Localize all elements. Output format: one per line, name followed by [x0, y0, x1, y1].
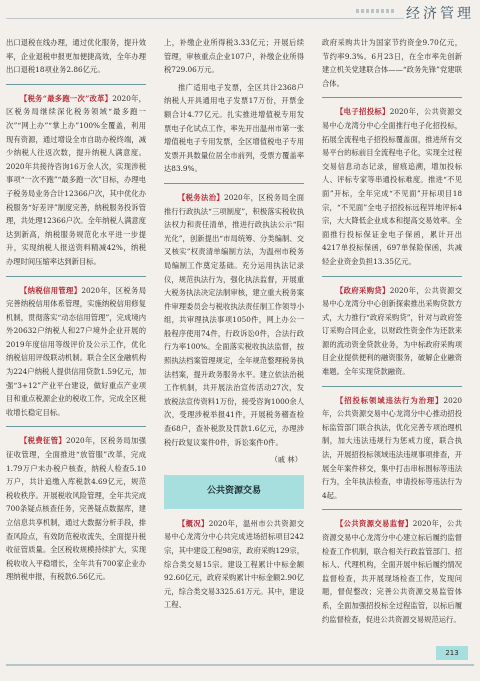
column-left — [6, 36, 146, 588]
article-supervision — [322, 517, 462, 626]
section-title: 经济管理 — [406, 6, 474, 22]
article-body: 2020年，区税务局继续深化税务领域“最多跑一次”“网上办”“掌上办”100%全覆盖，利用现有资源，通过增设全市自助办税终端，减少纳税人往返次数，提升纳税人满意度。2020年共接待咨询16万余人次，实现涉税事项“一次不跑”“最多跑一次”目标，办理电子税务局业务合计12366户次，其中优化办税服务“好差评”制度完善，纳税服务投诉管理，共处理12366户次。全年纳税人满意度达到新高，纳税服务规范化水平进一步提升，实现纳税人报送资料精减42%，纳税办理时间压缩率达到新目标。 — [6, 93, 146, 266]
article-e-bidding — [322, 105, 462, 268]
divider — [6, 276, 146, 277]
divider — [164, 183, 304, 184]
article-heading: 【概况】 — [178, 518, 209, 528]
article-heading: 【电子招投标】 — [336, 107, 390, 117]
article-body: 2020年，公共资源交易中心龙湾分中心建立标后履约监督检查工作机制，联合相关行政监管部门、招标人、代理机构，全面开展中标后履约情况监督检查，共开展现场检查工作，发现问题，督促整改；完善公共资源交易监管体系，全面加强招投标全过程监管，以标后履约监督检查，促进公共资源交易规范运行。 — [322, 519, 462, 624]
article-heading: 【公共资源交易监督】 — [336, 519, 413, 529]
article-tax-collection — [6, 434, 146, 584]
article-body: 2020年，公共资源交易中心龙湾分中心创新探索推出采购贷款方式，大力推行“政府采购贷”，针对与政府签订采购合同企业，以财政性资金作为还款来源的流动资金贷款业务，为中标政府采购项目企业提供便利的融资服务，破解企业融资难题。全年实现贷款融资。 — [322, 285, 462, 377]
paragraph: 出口退税在线办理，通过优化服务，提升效率，企业退税申报更加便捷高效，全年办理出口退税18项业务2.86亿元。 — [6, 38, 146, 75]
divider — [322, 509, 462, 510]
article-body: 2020年，温州市公共资源交易中心龙湾分中心共完成进场招标项目242宗，其中建设工程98宗，政府采购129宗，综合类交易15宗。建设工程累计中标金额92.60亿元，政府采购累计中标金额2.90亿元，综合类交易3325.61万元。其中，建设工程、 — [164, 518, 305, 610]
paragraph: 上，补缴企业所得税3.33亿元；开展后续管理，审核重点企业107户，补缴企业所得税729.06万元。 — [164, 38, 304, 75]
divider — [322, 386, 462, 387]
article-tax-reform — [6, 92, 146, 269]
article-violation-governance — [322, 394, 462, 503]
section-header-box — [164, 475, 304, 509]
column-right — [322, 36, 462, 630]
divider — [322, 97, 462, 98]
article-heading: 【纳税信用管理】 — [20, 285, 82, 295]
article-body: 2020年，区税务局加强征收管理，全面推进“放管服”改革，完成1.79万户未办税户核查，纳税人检查5.10万户，共计追缴入库税款4.69亿元，规范税收秩序。开展税收风险管理，全年共完成700条疑点核查任务，完善疑点数据库，建立信息共享机制，通过大数据分析手段，排查风险点，有效防范税收流失，全面提升税收征管质量。全区税收规模持续扩大，实现税收收入平稳增长，全年共有700家企业办理纳税申报，有税款6.56亿元。 — [6, 436, 147, 582]
divider — [6, 426, 146, 427]
article-tax-credit — [6, 284, 146, 420]
section-header-text: 公共资源交易 — [206, 486, 261, 497]
article-body: 2020年，区税务局全面推行行政执法“三项制度”，积极落实税收执法权力和责任清单，推进行政执法公示“阳光化”，创新提出“市局统筹、分类编制、交叉核实”权责清单编制方法，为温州市税务局编制工作奠定基础。充分运用执法记录仪，规范执法行为，强化执法监督，开展重大税务执法决定法制审核，建立重大税务案件审理委员会与税收执法责任制工作领导小组，共审理执法事项1050件，网上办公一般程序使用74件，行政诉讼0件，合法行政行为率100%。全面落实税收执法监督，按照执法档案管理规定，全年规范整理税务执法档案，提升政务服务水平。建立依法治税工作机制，共开展法治宣传活动27次，发放税法宣传资料1万份，接受咨询1000余人次，受理涉税举报41件，开展税务稽查检查68户，查补税款及罚款1.6亿元，办理涉税行政复议案件0件，诉讼案件0件。 — [164, 192, 305, 447]
article-procurement-loan — [322, 284, 462, 379]
page-header — [0, 0, 480, 30]
column-middle — [164, 36, 304, 616]
article-body: 2020年，公共资源交易中心龙湾分中心全面推行电子化招投标，拓展全流程电子招投标覆盖面，推进所有交易平台的标前目全流程电子化，实现全过程交易信息动态记录，留痕追溯，增加投标人、评标专家等串通投标难度。推进“不见面”开标，全年完成“不见面”开标项目18宗，“不见面”全电子招投标远程异地评标4宗，大大降低企业成本和提高交易效率。全面推行投标保证金电子保函，累计开出4217单投标保函，697单保险保函，共减轻企业资金负担13.35亿元。 — [322, 107, 462, 266]
article-body: 2020年，区税务局完善纳税信用体系管理，实施纳税信用修复机制，贯彻落实“动态信用管理”，完成境内外20632户纳税人和27户境外企业开展的2019年度信用等级评价及公示工作，优化纳税信用评级联动机制。联合全区金融机构为224户纳税人提供信用贷款1.59亿元，加强“3+12”产业平台建设，做好重点产业项目和重点税源企业的税收工作，完成全区税收增长稳定目标。 — [6, 285, 146, 417]
paragraph: 推广适用电子发票，全区共计2368户纳税人开具通用电子发票17万份，开票金额合计4.77亿元。扎实推进增值税专用发票电子化试点工作，率先开出温州市第一张增值税电子专用发票，全区增值税电子专用发票开具数量位居全市前列，受票方覆盖率达83.9%。 — [164, 82, 304, 174]
article-overview — [164, 517, 304, 612]
page-number: 213 — [436, 646, 468, 660]
divider — [322, 276, 462, 277]
article-tax-law — [164, 191, 304, 449]
article-heading: 【税务法治】 — [178, 192, 225, 202]
article-heading: 【税费征管】 — [20, 436, 67, 446]
article-heading: 【招投标领域违法行为治理】 — [336, 395, 444, 405]
footer-rule — [6, 664, 474, 666]
header-rule — [6, 18, 404, 19]
paragraph: 政府采购共计为国家节约资金9.70亿元，节约率9.3%。6月23日，在全市率先创新建立机关党建联合体——“政务先锋”党建联合体。 — [322, 38, 462, 88]
header-decoration — [356, 9, 396, 13]
divider — [6, 84, 146, 85]
article-heading: 【税务“最多跑一次”改革】 — [20, 93, 113, 103]
author-note: （戚 林） — [270, 455, 302, 465]
article-heading: 【政府采购贷】 — [336, 285, 390, 295]
article-body: 2020年，公共资源交易中心龙湾分中心推动招投标监管部门联合执法，优化完善专项治理机制，加大违法违规行为惩戒力度，联合执法，开展招投标领域违法违规事项排查，开展全年案件移交，集中打击串标围标等违法行为，全年执法检查，申请投标等违法行为4起。 — [322, 395, 462, 500]
